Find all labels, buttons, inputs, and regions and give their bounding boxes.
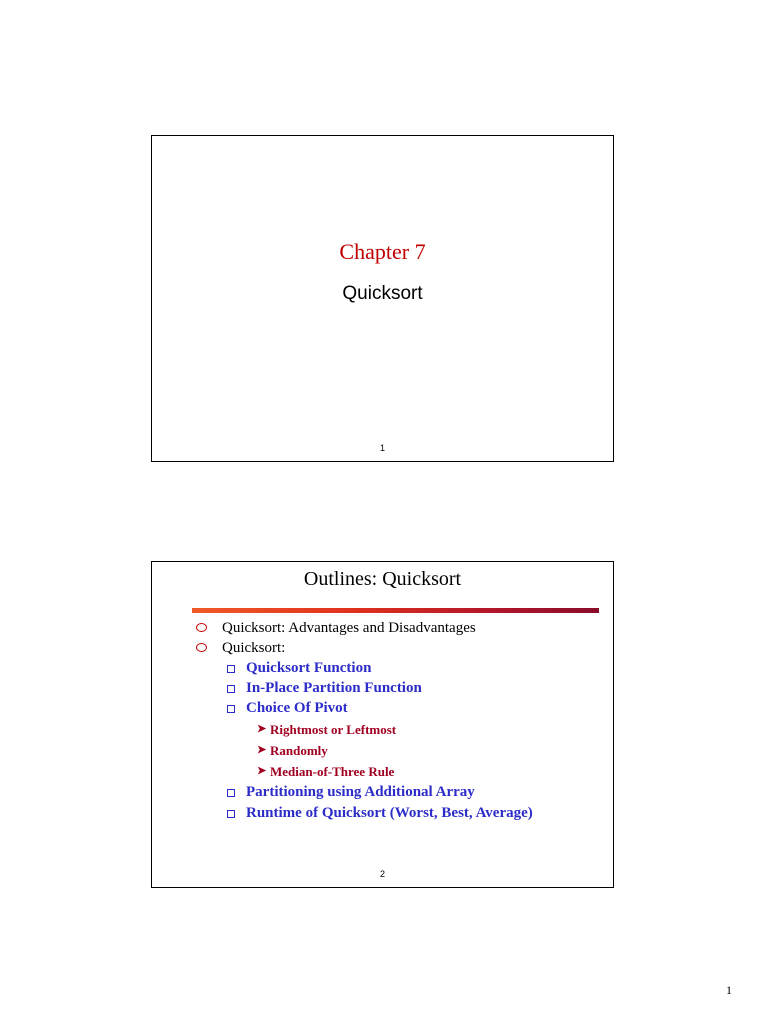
arrowhead-bullet-icon: ➤ xyxy=(257,723,267,735)
list-item-label: Runtime of Quicksort (Worst, Best, Average) xyxy=(246,805,533,821)
slide-number: 1 xyxy=(379,443,385,453)
list-item xyxy=(196,658,605,678)
arrowhead-bullet-icon: ➤ xyxy=(257,765,267,777)
arrowhead-bullet-icon: ➤ xyxy=(257,744,267,756)
list-item xyxy=(196,782,605,802)
square-bullet-icon xyxy=(227,665,235,673)
list-item xyxy=(196,803,605,823)
square-bullet-icon xyxy=(227,789,235,797)
list-item-label: Quicksort: Advantages and Disadvantages xyxy=(222,620,476,636)
list-item-label: Quicksort: xyxy=(222,640,286,656)
list-item xyxy=(196,638,605,658)
list-item xyxy=(196,698,605,718)
square-bullet-icon xyxy=(227,685,235,693)
circle-bullet-icon xyxy=(196,643,207,652)
square-bullet-icon xyxy=(227,705,235,713)
title-divider xyxy=(192,608,599,613)
list-item-label: Quicksort Function xyxy=(246,660,372,676)
list-item xyxy=(196,618,605,638)
slide-number: 2 xyxy=(379,869,385,879)
list-item-label: Partitioning using Additional Array xyxy=(246,784,475,800)
square-bullet-icon xyxy=(227,810,235,818)
outline-list xyxy=(196,618,605,823)
list-item-label: Choice Of Pivot xyxy=(246,700,348,716)
circle-bullet-icon xyxy=(196,623,207,632)
slide-1 xyxy=(151,135,614,462)
outline-title: Outlines: Quicksort xyxy=(303,568,462,590)
list-item-label: Randomly xyxy=(270,743,328,758)
list-item-label: Median-of-Three Rule xyxy=(270,764,395,779)
list-item xyxy=(196,678,605,698)
page-number: 1 xyxy=(726,983,732,997)
list-item xyxy=(196,761,605,782)
chapter-title: Chapter 7 xyxy=(339,239,426,264)
list-item xyxy=(196,740,605,761)
list-item-label: Rightmost or Leftmost xyxy=(270,722,397,737)
list-item xyxy=(196,719,605,740)
slide-2 xyxy=(151,561,614,888)
chapter-subtitle: Quicksort xyxy=(342,283,423,304)
list-item-label: In-Place Partition Function xyxy=(246,680,422,696)
